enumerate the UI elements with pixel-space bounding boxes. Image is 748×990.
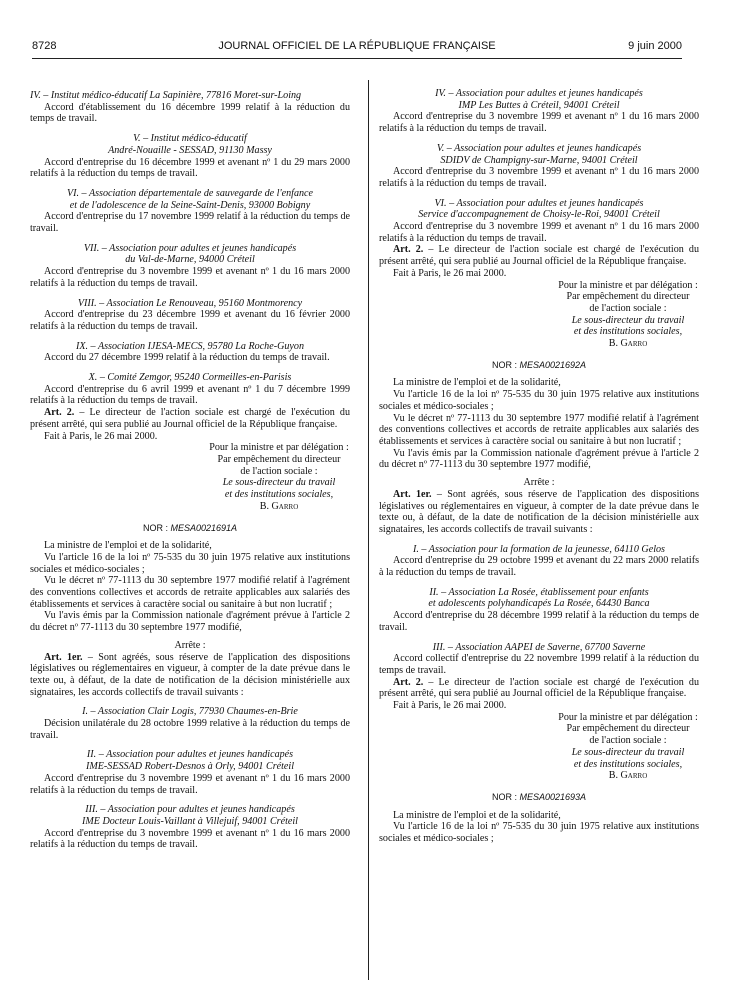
section-text: Accord d'entreprise du 6 avril 1999 et avenant nº 1 du 7 décembre 1999 relatifs à la réduction du temps de travail. (30, 383, 350, 407)
section-text: Décision unilatérale du 28 octobre 1999 relative à la réduction du temps de travail. (30, 718, 350, 741)
nor-reference (379, 792, 699, 804)
signature-line: de l'action sociale : (589, 735, 667, 747)
section-title: IMP Les Buttes à Créteil, 94001 Créteil (458, 99, 620, 111)
section-title: I. – Association pour la formation de la jeunesse, 64110 Gelos (413, 543, 665, 555)
issue-date: 9 juin 2000 (628, 40, 682, 52)
signature-place-date: Fait à Paris, le 26 mai 2000. (44, 430, 158, 442)
section-title: VIII. – Association Le Renouveau, 95160 Montmorency (77, 297, 303, 309)
section-title: IX. – Association IJESA-MECS, 95780 La Roche-Guyon (75, 340, 304, 352)
section-title: et de l'adolescence de la Seine-Saint-Denis, 93000 Bobigny (69, 199, 311, 211)
section-title: III. – Association AAPEI de Saverne, 67700 Saverne (432, 641, 646, 653)
section-text: Accord d'entreprise du 3 novembre 1999 et avenant nº 1 du 16 mars 2000 relatifs à la réduction du temps de travail. (30, 827, 350, 851)
signature-line: Le sous-directeur du travail (222, 477, 336, 489)
article-text: – Sont agréés, sous réserve de l'application des dispositions législatives ou réglementaires en vigueur, à compter de la date prévue dans le texte ou, à défaut, de la date de notification de la décision ministérielle aux signataires, les accords collectifs de travail suivants : (30, 651, 351, 698)
signature-line: Pour la ministre et par délégation : (558, 279, 698, 291)
nor-label: NOR : (491, 791, 517, 802)
article-label: Art. 1er. (44, 651, 83, 663)
preamble-line: La ministre de l'emploi et de la solidarité, (44, 540, 212, 552)
signatory-name: B. Garro (259, 500, 299, 512)
signature-block (557, 712, 699, 782)
article-2 (379, 677, 699, 700)
nor-code: MESA0021693A (519, 791, 587, 802)
section-text: Accord du 27 décembre 1999 relatif à la réduction du temps de travail. (44, 352, 330, 364)
section-text: Accord d'établissement du 16 décembre 1999 relatif à la réduction du temps de travail. (30, 101, 350, 125)
signature-line: Pour la ministre et par délégation : (209, 442, 349, 454)
section-title: V. – Association pour adultes et jeunes handicapés (436, 142, 642, 154)
signature-line: Par empêchement du directeur (217, 453, 341, 465)
signature-place-date: Fait à Paris, le 26 mai 2000. (393, 700, 507, 712)
nor-code: MESA0021692A (519, 359, 587, 370)
preamble-line: Vu le décret nº 77-1113 du 30 septembre 1977 modifié relatif à l'agrément des conventions collectives et accords de retraite applicables aux salariés des établissements et services à caractère social ou sanitaire à but non lucratif ; (30, 575, 350, 610)
preamble-line: Vu l'article 16 de la loi nº 75-535 du 30 juin 1975 relative aux institutions sociales et médico-sociales ; (30, 551, 350, 575)
preamble-line: Vu le décret nº 77-1113 du 30 septembre 1977 modifié relatif à l'agrément des conventions collectives et accords de retraite applicables aux salariés des établissements et services à caractère social ou sanitaire à but non lucratif ; (379, 412, 699, 447)
article-label: Art. 2. (44, 407, 75, 419)
section-title: André-Nouaille - SESSAD, 91130 Massy (108, 144, 272, 156)
signatory-name: B. Garro (608, 338, 648, 350)
page-header (32, 40, 682, 56)
preamble-line: Vu l'article 16 de la loi nº 75-535 du 30 juin 1975 relative aux institutions sociales et médico-sociales ; (379, 389, 699, 412)
section-title: X. – Comité Zemgor, 95240 Cormeilles-en-Parisis (88, 372, 292, 384)
section-text: Accord d'entreprise du 16 décembre 1999 et avenant nº 1 du 29 mars 2000 relatifs à la réduction du temps de travail. (30, 156, 350, 180)
nor-reference (379, 360, 699, 372)
signatory-name: B. Garro (608, 770, 648, 782)
nor-reference (30, 523, 350, 535)
article-2 (30, 407, 350, 430)
article-label: Art. 2. (393, 676, 424, 688)
section-title: du Val-de-Marne, 94000 Créteil (125, 254, 255, 266)
section-text: Accord d'entreprise du 3 novembre 1999 et avenant nº 1 du 16 mars 2000 relatifs à la réduction du temps de travail. (379, 166, 699, 189)
section-title: II. – Association La Rosée, établissement pour enfants (429, 586, 649, 598)
section-title: III. – Association pour adultes et jeunes handicapés (85, 804, 295, 816)
left-column (30, 90, 350, 851)
article-label: Art. 2. (393, 244, 424, 256)
signature-line: Le sous-directeur du travail (571, 314, 685, 326)
signature-block (557, 280, 699, 350)
section-text: Accord d'entreprise du 3 novembre 1999 et avenant nº 1 du 16 mars 2000 relatifs à la réduction du temps de travail. (30, 266, 350, 289)
section-title: V. – Institut médico-éducatif (133, 133, 247, 145)
section-text: Accord d'entreprise du 23 décembre 1999 et avenant du 16 février 2000 relatifs à la réduction du temps de travail. (30, 309, 350, 332)
section-text: Accord d'entreprise du 3 novembre 1999 et avenant nº 1 du 16 mars 2000 relatifs à la réduction du temps de travail. (379, 111, 699, 135)
section-title: Service d'accompagnement de Choisy-le-Roi, 94001 Créteil (418, 209, 660, 221)
article-2 (379, 244, 699, 267)
section-title: II. – Association pour adultes et jeunes handicapés (86, 749, 294, 761)
section-title: VI. – Association pour adultes et jeunes handicapés (434, 197, 644, 209)
signature-line: Par empêchement du directeur (566, 723, 690, 735)
section-title: I. – Association Clair Logis, 77930 Chaumes-en-Brie (82, 706, 298, 718)
section-title: IV. – Association pour adultes et jeunes handicapés (435, 88, 643, 99)
nor-label: NOR : (142, 522, 168, 533)
section-title: IV. – Institut médico-éducatif La Sapinière, 77816 Moret-sur-Loing (30, 90, 302, 101)
right-column (379, 88, 699, 845)
signature-line: et des institutions sociales, (224, 489, 334, 501)
signature-line: de l'action sociale : (240, 465, 318, 477)
section-text: Accord d'entreprise du 3 novembre 1999 et avenant nº 1 du 16 mars 2000 relatifs à la réduction du temps de travail. (30, 772, 350, 796)
signature-place-date: Fait à Paris, le 26 mai 2000. (393, 267, 507, 279)
signature-line: Le sous-directeur du travail (571, 746, 685, 758)
preamble-line: La ministre de l'emploi et de la solidarité, (393, 377, 561, 389)
arrete-heading: Arrête : (523, 477, 555, 489)
nor-code: MESA0021691A (170, 522, 238, 533)
nor-label: NOR : (491, 359, 517, 370)
signature-line: Pour la ministre et par délégation : (558, 711, 698, 723)
signature-line: et des institutions sociales, (573, 326, 683, 338)
section-title: IME-SESSAD Robert-Desnos à Orly, 94001 Créteil (85, 761, 294, 773)
page-number: 8728 (32, 40, 57, 52)
section-title: VII. – Association pour adultes et jeunes handicapés (83, 242, 297, 254)
section-title: et adolescents polyhandicapés La Rosée, 64430 Banca (428, 598, 650, 610)
article-1 (379, 489, 699, 536)
header-rule (32, 58, 682, 59)
preamble-line: Vu l'avis émis par la Commission nationale d'agrément prévue à l'article 2 du décret nº 77-1113 du 30 septembre 1977 modifié, (30, 610, 350, 634)
signature-line: Par empêchement du directeur (566, 291, 690, 303)
signature-line: de l'action sociale : (589, 302, 667, 314)
preamble-line: La ministre de l'emploi et de la solidarité, (393, 809, 561, 821)
article-1 (30, 652, 350, 699)
arrete-heading: Arrête : (174, 639, 206, 651)
section-title: VI. – Association départementale de sauvegarde de l'enfance (66, 187, 314, 199)
section-text: Accord collectif d'entreprise du 22 novembre 1999 relatif à la réduction du temps de travail. (379, 653, 699, 676)
signature-block (208, 442, 350, 512)
preamble-line: Vu l'article 16 de la loi nº 75-535 du 30 juin 1975 relative aux institutions sociales et médico-sociales ; (379, 821, 699, 845)
column-divider (368, 80, 369, 980)
preamble-line: Vu l'avis émis par la Commission nationale d'agrément prévue à l'article 2 du décret nº 77-1113 du 30 septembre 1977 modifié, (379, 447, 699, 471)
article-label: Art. 1er. (393, 488, 432, 500)
article-text: – Le directeur de l'action sociale est chargé de l'exécution du présent arrêté, qui sera publié au Journal officiel de la République française. (30, 407, 351, 430)
section-text: Accord d'entreprise du 28 décembre 1999 relatif à la réduction du temps de travail. (379, 610, 699, 633)
journal-title: JOURNAL OFFICIEL DE LA RÉPUBLIQUE FRANÇAISE (218, 40, 496, 52)
section-text: Accord d'entreprise du 29 octobre 1999 et avenant du 22 mars 2000 relatifs à la réduction du temps de travail. (379, 555, 699, 579)
signature-line: et des institutions sociales, (573, 758, 683, 770)
article-text: – Le directeur de l'action sociale est chargé de l'exécution du présent arrêté, qui sera publié au Journal officiel de la République française. (379, 676, 700, 700)
section-text: Accord d'entreprise du 17 novembre 1999 relatif à la réduction du temps de travail. (30, 211, 350, 235)
section-title: IME Docteur Louis-Vaillant à Villejuif, 94001 Créteil (82, 815, 298, 827)
article-text: – Le directeur de l'action sociale est chargé de l'exécution du présent arrêté, qui sera publié au Journal officiel de la République française. (379, 244, 700, 268)
section-text: Accord d'entreprise du 3 novembre 1999 et avenant nº 1 du 16 mars 2000 relatifs à la réduction du temps de travail. (379, 221, 699, 244)
section-title: SDIDV de Champigny-sur-Marne, 94001 Créteil (440, 154, 638, 166)
article-text: – Sont agréés, sous réserve de l'application des dispositions législatives ou réglementaires en vigueur, à compter de la date prévue dans le texte ou, à défaut, de la date de notification de la décision ministérielle aux signataires, les accords collectifs de travail suivants : (379, 488, 700, 535)
